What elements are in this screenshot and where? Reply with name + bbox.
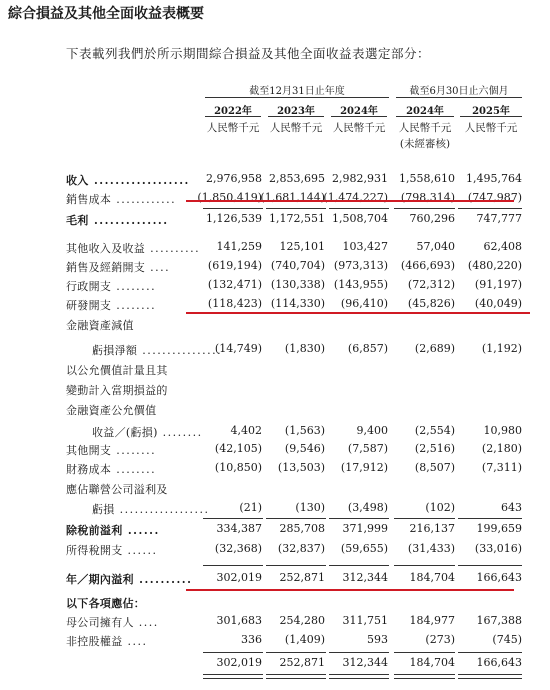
cell-value: (1,409) [284,633,325,646]
cell-value: 167,388 [476,614,522,627]
cell-value: 312,344 [342,656,388,669]
cell-value: 4,402 [230,424,262,437]
table-row [0,571,550,589]
cell-value: 166,643 [476,571,522,584]
cell-value: 747,777 [476,212,522,225]
cell-value: (40,049) [474,297,522,310]
cell-value: 336 [241,633,262,646]
cell-value: (33,016) [474,542,522,555]
cell-value: (8,507) [414,461,455,474]
table-row [0,240,550,258]
cell-value: 1,172,551 [269,212,325,225]
cell-value: (45,826) [407,297,455,310]
year-underline [331,116,387,117]
cell-value: 2,982,931 [332,172,388,185]
table-row [0,442,550,460]
table-row [0,424,550,442]
year-header: 2024年 [340,106,378,117]
leader-dots: ...... [122,524,160,537]
subtotal-rule [203,565,263,566]
leader-dots: ........ [111,299,157,312]
row-label: 銷售成本 ............ [66,193,177,206]
cell-value: (747,987) [467,191,522,204]
cell-value: (2,180) [481,442,522,455]
subtotal-rule [203,652,263,653]
leader-dots: ...... [122,544,158,557]
total-double-rule [394,674,455,679]
cell-value: (740,704) [270,259,325,272]
cell-value: (3,498) [347,501,388,514]
year-header: 2022年 [214,106,252,117]
cell-value: 184,704 [409,571,455,584]
row-label: 其他開支 ........ [66,444,157,457]
cell-value: (273) [425,633,455,646]
subtotal-rule [394,565,455,566]
cell-value: 125,101 [279,240,325,253]
subtotal-rule [458,652,522,653]
cell-value: 254,280 [279,614,325,627]
cell-value: (2,689) [414,342,455,355]
cell-value: (143,955) [333,278,388,291]
row-label: 變動計入當期損益的 [66,384,168,397]
cell-value: (42,105) [214,442,262,455]
year-underline [460,116,522,117]
cell-value: (14,749) [214,342,262,355]
unit-label: 人民幣千元 [206,122,260,134]
row-label: 所得稅開支 ...... [66,544,158,557]
cell-value: 141,259 [216,240,262,253]
cell-value: (1,563) [284,424,325,437]
subtotal-rule [458,208,522,209]
cell-value: (1,830) [284,342,325,355]
row-label: 虧損 .................. [92,503,210,516]
total-double-rule [329,674,389,679]
cell-value: (1,192) [481,342,522,355]
subtotal-rule [203,518,263,519]
cell-value: 334,387 [216,522,262,535]
cell-value: (6,857) [347,342,388,355]
table-row [0,501,550,519]
cell-value: 371,999 [342,522,388,535]
subtotal-rule [266,652,326,653]
row-label: 研發開支 ........ [66,299,157,312]
row-label: 除稅前溢利 ...... [66,524,160,537]
red-highlight-line [186,589,514,591]
subtotal-rule [329,565,389,566]
total-double-rule [458,674,522,679]
cell-value: 593 [367,633,388,646]
group-divider-annual [205,97,389,98]
subtotal-rule [394,652,455,653]
cell-value: (745) [492,633,522,646]
cell-value: 184,977 [409,614,455,627]
cell-value: 9,400 [356,424,388,437]
cell-value: (114,330) [270,297,325,310]
table-row [0,461,550,479]
cell-value: 57,040 [416,240,455,253]
cell-value: (32,368) [214,542,262,555]
group-divider-interim [396,97,522,98]
subtotal-rule [394,518,455,519]
table-row [0,656,550,674]
cell-value: 2,976,958 [206,172,262,185]
year-header: 2025年 [472,106,510,117]
table-row [0,317,550,335]
row-label: 應佔聯營公司溢利及 [66,483,168,496]
row-label: 以公允價值計量且其 [66,364,168,377]
cell-value: (1,474,227) [323,191,388,204]
leader-dots: ........ [157,426,203,439]
subtotal-rule [329,518,389,519]
cell-value: 1,508,704 [332,212,388,225]
year-underline [268,116,324,117]
row-label: 虧損淨額 ................ [92,344,223,357]
unit-label: 人民幣千元 [464,122,518,134]
leader-dots: ................ [137,344,223,357]
subtotal-rule [266,565,326,566]
leader-dots: .......... [145,242,201,255]
cell-value: (21) [239,501,262,514]
cell-value: (619,194) [207,259,262,272]
cell-value: 285,708 [279,522,325,535]
cell-value: 184,704 [409,656,455,669]
subtotal-rule [329,652,389,653]
red-highlight-line [186,312,530,314]
row-label: 行政開支 ........ [66,280,157,293]
red-highlight-line [186,200,514,202]
leader-dots: .................. [114,503,210,516]
row-label: 收入 .................. [66,174,190,187]
table-row [0,259,550,277]
page-title: 綜合損益及其他全面收益表概要 [8,6,204,22]
cell-value: 199,659 [476,522,522,535]
leader-dots: .......... [133,573,193,586]
cell-value: (10,850) [214,461,262,474]
year-underline [396,116,454,117]
cell-value: (59,655) [340,542,388,555]
table-row [0,402,550,420]
cell-value: (7,587) [347,442,388,455]
subtotal-rule [458,518,522,519]
row-label: 收益／(虧損) ........ [92,426,203,439]
row-label: 其他收入及收益 .......... [66,242,201,255]
leader-dots: .... [133,616,159,629]
cell-value: 302,019 [216,656,262,669]
cell-value: 760,296 [409,212,455,225]
table-row [0,362,550,380]
cell-value: (13,503) [277,461,325,474]
leader-dots: .............. [88,214,169,227]
cell-value: 252,871 [279,571,325,584]
cell-value: 62,408 [483,240,522,253]
cell-value: (1,850,419) [197,191,262,204]
cell-value: (2,516) [414,442,455,455]
table-row [0,522,550,540]
cell-value: (7,311) [481,461,522,474]
cell-value: (102) [425,501,455,514]
leader-dots: ............ [111,193,177,206]
table-row [0,172,550,190]
subtotal-rule [203,208,263,209]
unit-label: 人民幣千元 [398,122,452,134]
total-double-rule [266,674,326,679]
year-underline [205,116,261,117]
leader-dots: .... [122,635,148,648]
cell-value: 2,853,695 [269,172,325,185]
cell-value: (973,313) [333,259,388,272]
cell-value: 1,558,610 [399,172,455,185]
cell-value: 643 [501,501,522,514]
table-row [0,278,550,296]
cell-value: (130) [295,501,325,514]
group-header-interim: 截至6月30日止六個月 [409,86,509,97]
row-label: 年／期內溢利 .......... [66,573,193,586]
cell-value: (96,410) [340,297,388,310]
cell-value: 1,495,764 [466,172,522,185]
table-row [0,595,550,613]
cell-value: (118,423) [207,297,262,310]
cell-value: 301,683 [216,614,262,627]
cell-value: (9,546) [284,442,325,455]
row-label: 母公司擁有人 .... [66,616,159,629]
cell-value: (17,912) [340,461,388,474]
cell-value: (1,681,144) [260,191,325,204]
unaudited-label: (未經審核) [399,138,451,150]
cell-value: 10,980 [483,424,522,437]
cell-value: (31,433) [407,542,455,555]
cell-value: 103,427 [342,240,388,253]
unit-label: 人民幣千元 [269,122,323,134]
table-row [0,481,550,499]
cell-value: (2,554) [414,424,455,437]
table-row [0,212,550,230]
subtotal-rule [458,565,522,566]
cell-value: (130,338) [270,278,325,291]
row-label: 金融資產公允價值 [66,404,157,417]
row-label: 財務成本 ........ [66,463,157,476]
row-label: 以下各項應佔： [66,597,146,610]
cell-value: (72,312) [407,278,455,291]
table-row [0,633,550,651]
table-row [0,342,550,360]
subtotal-rule [266,518,326,519]
cell-value: (132,471) [207,278,262,291]
cell-value: 1,126,539 [206,212,262,225]
unit-label: 人民幣千元 [332,122,386,134]
subtotal-rule [329,208,389,209]
row-label: 金融資產減值 [66,319,134,332]
leader-dots: ........ [111,280,157,293]
cell-value: 216,137 [409,522,455,535]
cell-value: 312,344 [342,571,388,584]
cell-value: (91,197) [474,278,522,291]
cell-value: 252,871 [279,656,325,669]
row-label: 非控股權益 .... [66,635,148,648]
leader-dots: ........ [111,463,157,476]
cell-value: (32,837) [277,542,325,555]
leader-dots: ........ [111,444,157,457]
subtotal-rule [394,208,455,209]
row-label: 銷售及經銷開支 .... [66,261,171,274]
cell-value: (798,314) [400,191,455,204]
intro-text: 下表載列我們於所示期間綜合損益及其他全面收益表選定部分： [66,46,431,61]
row-label: 毛利 .............. [66,214,169,227]
table-row [0,542,550,560]
year-header: 2023年 [277,106,315,117]
cell-value: 302,019 [216,571,262,584]
cell-value: 311,751 [342,614,388,627]
table-row [0,614,550,632]
table-row [0,382,550,400]
year-header: 2024年 [406,106,444,117]
total-double-rule [203,674,263,679]
leader-dots: .................. [88,174,190,187]
subtotal-rule [266,208,326,209]
cell-value: (480,220) [467,259,522,272]
leader-dots: .... [145,261,171,274]
cell-value: (466,693) [400,259,455,272]
cell-value: 166,643 [476,656,522,669]
group-header-annual: 截至12月31日止年度 [249,86,345,97]
